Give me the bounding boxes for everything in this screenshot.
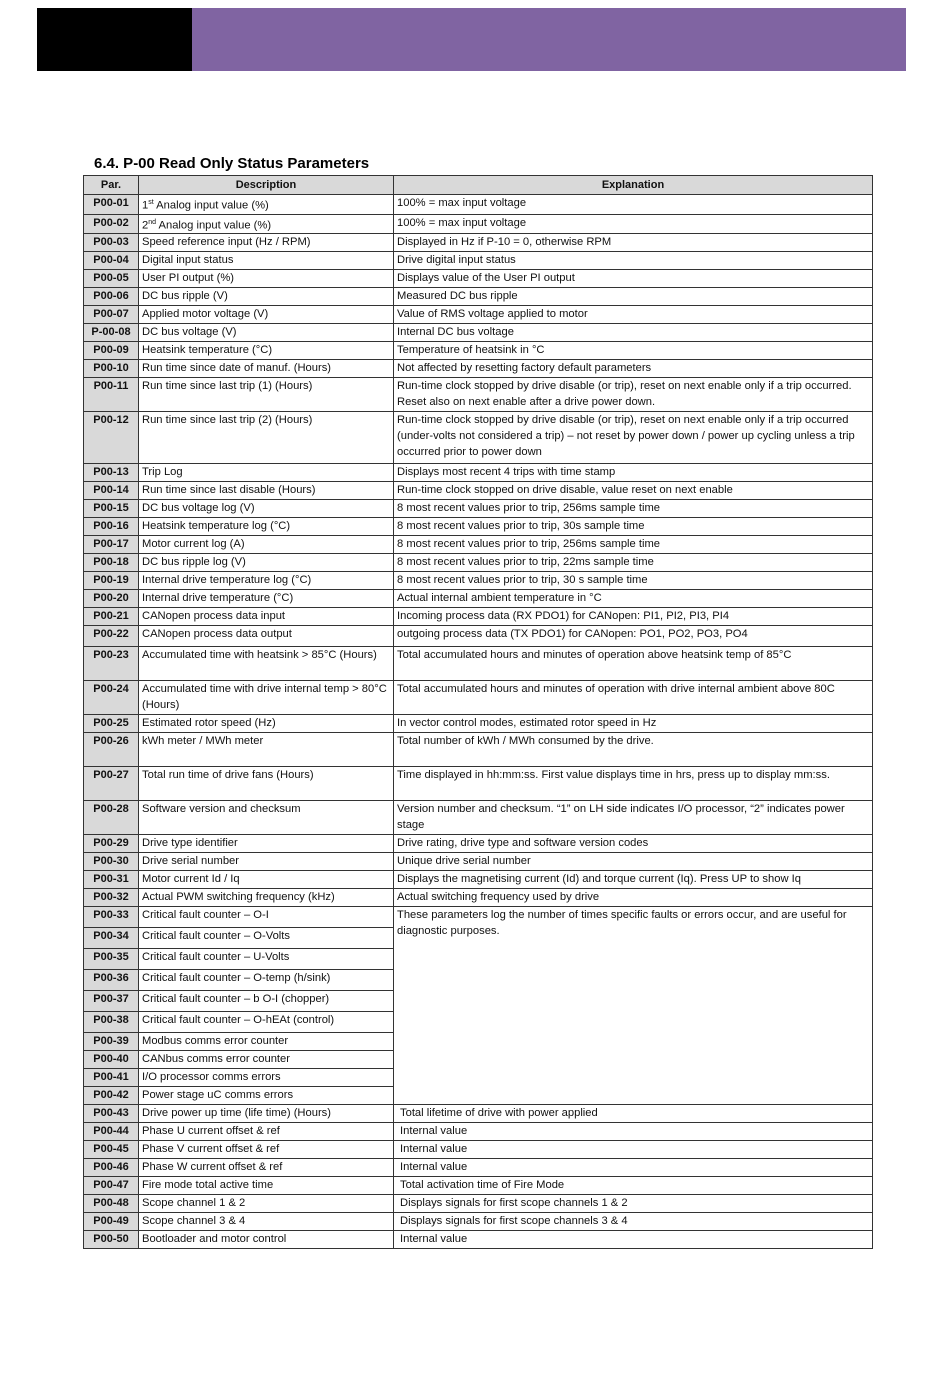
param-explanation: Run-time clock stopped on drive disable, value reset on next enable bbox=[394, 482, 873, 500]
param-explanation: These parameters log the number of times specific faults or errors occur, and are useful for diagnostic purposes. bbox=[394, 907, 873, 1105]
param-explanation: Internal value bbox=[394, 1141, 873, 1159]
table-row bbox=[84, 214, 873, 234]
param-explanation: Total number of kWh / MWh consumed by the drive. bbox=[394, 733, 873, 767]
param-description: Bootloader and motor control bbox=[139, 1231, 394, 1249]
table-row bbox=[84, 1159, 873, 1177]
param-explanation: Value of RMS voltage applied to motor bbox=[394, 306, 873, 324]
param-code: P00-04 bbox=[84, 252, 139, 270]
param-description: I/O processor comms errors bbox=[139, 1069, 394, 1087]
param-description: Scope channel 3 & 4 bbox=[139, 1213, 394, 1231]
param-description: DC bus voltage log (V) bbox=[139, 500, 394, 518]
param-code: P00-33 bbox=[84, 907, 139, 928]
param-explanation: 8 most recent values prior to trip, 256ms sample time bbox=[394, 500, 873, 518]
param-description: Internal drive temperature log (°C) bbox=[139, 572, 394, 590]
param-code: P00-27 bbox=[84, 767, 139, 801]
table-row bbox=[84, 500, 873, 518]
param-description: Critical fault counter – U-Volts bbox=[139, 949, 394, 970]
param-explanation: Internal value bbox=[394, 1231, 873, 1249]
param-code: P00-14 bbox=[84, 482, 139, 500]
param-explanation: 100% = max input voltage bbox=[394, 214, 873, 234]
param-description: Software version and checksum bbox=[139, 801, 394, 835]
param-explanation: 8 most recent values prior to trip, 30 s sample time bbox=[394, 572, 873, 590]
param-code: P00-19 bbox=[84, 572, 139, 590]
table-row bbox=[84, 767, 873, 801]
param-description: Drive type identifier bbox=[139, 835, 394, 853]
param-description: Critical fault counter – O-hEAt (control) bbox=[139, 1012, 394, 1033]
param-explanation: Drive rating, drive type and software version codes bbox=[394, 835, 873, 853]
param-code: P-00-08 bbox=[84, 324, 139, 342]
param-explanation: In vector control modes, estimated rotor speed in Hz bbox=[394, 715, 873, 733]
param-code: P00-20 bbox=[84, 590, 139, 608]
param-description: DC bus ripple (V) bbox=[139, 288, 394, 306]
param-code: P00-06 bbox=[84, 288, 139, 306]
table-row bbox=[84, 835, 873, 853]
param-code: P00-38 bbox=[84, 1012, 139, 1033]
param-code: P00-26 bbox=[84, 733, 139, 767]
param-description: CANopen process data input bbox=[139, 608, 394, 626]
param-explanation: Unique drive serial number bbox=[394, 853, 873, 871]
param-explanation: Incoming process data (RX PDO1) for CANopen: PI1, PI2, PI3, PI4 bbox=[394, 608, 873, 626]
param-description: Actual PWM switching frequency (kHz) bbox=[139, 889, 394, 907]
param-explanation: Run-time clock stopped by drive disable (or trip), reset on next enable only if a trip occurred (under-volts not considered a trip) – not reset by power down / power up cycling unless a trip occurred prior to power down bbox=[394, 412, 873, 464]
param-explanation: Displays the magnetising current (Id) and torque current (Iq). Press UP to show Iq bbox=[394, 871, 873, 889]
table-row bbox=[84, 306, 873, 324]
param-description: Digital input status bbox=[139, 252, 394, 270]
param-code: P00-17 bbox=[84, 536, 139, 554]
table-row bbox=[84, 554, 873, 572]
param-description: DC bus voltage (V) bbox=[139, 324, 394, 342]
param-code: P00-49 bbox=[84, 1213, 139, 1231]
param-explanation: Run-time clock stopped by drive disable (or trip), reset on next enable only if a trip occurred. Reset also on next enable after a drive power down. bbox=[394, 378, 873, 412]
table-row bbox=[84, 360, 873, 378]
param-description: kWh meter / MWh meter bbox=[139, 733, 394, 767]
param-code: P00-30 bbox=[84, 853, 139, 871]
description-ordinal-suffix: nd bbox=[148, 218, 157, 226]
param-description: Total run time of drive fans (Hours) bbox=[139, 767, 394, 801]
param-explanation: Internal value bbox=[394, 1123, 873, 1141]
table-row bbox=[84, 1231, 873, 1249]
param-explanation: Displays signals for first scope channels 3 & 4 bbox=[394, 1213, 873, 1231]
param-explanation: Total activation time of Fire Mode bbox=[394, 1177, 873, 1195]
table-row bbox=[84, 681, 873, 715]
header-description: Description bbox=[139, 176, 394, 195]
param-explanation: Temperature of heatsink in °C bbox=[394, 342, 873, 360]
param-description: Scope channel 1 & 2 bbox=[139, 1195, 394, 1213]
param-code: P00-46 bbox=[84, 1159, 139, 1177]
param-code: P00-48 bbox=[84, 1195, 139, 1213]
param-description: Estimated rotor speed (Hz) bbox=[139, 715, 394, 733]
param-explanation: 8 most recent values prior to trip, 22ms sample time bbox=[394, 554, 873, 572]
param-code: P00-02 bbox=[84, 214, 139, 234]
param-description: Modbus comms error counter bbox=[139, 1033, 394, 1051]
param-explanation: Total accumulated hours and minutes of operation above heatsink temp of 85°C bbox=[394, 647, 873, 681]
param-explanation: Version number and checksum. “1” on LH side indicates I/O processor, “2” indicates power stage bbox=[394, 801, 873, 835]
table-row bbox=[84, 324, 873, 342]
param-code: P00-44 bbox=[84, 1123, 139, 1141]
table-row bbox=[84, 270, 873, 288]
param-description: User PI output (%) bbox=[139, 270, 394, 288]
param-description: Internal drive temperature (°C) bbox=[139, 590, 394, 608]
param-description: Power stage uC comms errors bbox=[139, 1087, 394, 1105]
table-row bbox=[84, 482, 873, 500]
table-row bbox=[84, 464, 873, 482]
table-row bbox=[84, 288, 873, 306]
param-code: P00-31 bbox=[84, 871, 139, 889]
param-code: P00-12 bbox=[84, 412, 139, 464]
param-code: P00-50 bbox=[84, 1231, 139, 1249]
description-ordinal-suffix: st bbox=[148, 199, 154, 206]
table-header-row bbox=[84, 176, 873, 195]
param-code: P00-29 bbox=[84, 835, 139, 853]
table-row bbox=[84, 871, 873, 889]
param-description: Speed reference input (Hz / RPM) bbox=[139, 234, 394, 252]
param-description: Heatsink temperature log (°C) bbox=[139, 518, 394, 536]
param-description: Motor current log (A) bbox=[139, 536, 394, 554]
param-code: P00-21 bbox=[84, 608, 139, 626]
table-row bbox=[84, 1195, 873, 1213]
description-ordinal: 2 bbox=[142, 219, 149, 232]
param-code: P00-13 bbox=[84, 464, 139, 482]
param-code: P00-23 bbox=[84, 647, 139, 681]
table-row bbox=[84, 853, 873, 871]
header-par: Par. bbox=[84, 176, 139, 195]
param-code: P00-36 bbox=[84, 970, 139, 991]
param-code: P00-34 bbox=[84, 928, 139, 949]
param-explanation: Actual internal ambient temperature in °C bbox=[394, 590, 873, 608]
param-explanation: Drive digital input status bbox=[394, 252, 873, 270]
param-explanation: 100% = max input voltage bbox=[394, 195, 873, 215]
param-code: P00-43 bbox=[84, 1105, 139, 1123]
param-code: P00-07 bbox=[84, 306, 139, 324]
param-description bbox=[139, 195, 394, 215]
param-code: P00-10 bbox=[84, 360, 139, 378]
table-row bbox=[84, 572, 873, 590]
param-explanation: Total accumulated hours and minutes of operation with drive internal ambient above 80C bbox=[394, 681, 873, 715]
param-code: P00-16 bbox=[84, 518, 139, 536]
param-explanation: Actual switching frequency used by drive bbox=[394, 889, 873, 907]
param-description: CANopen process data output bbox=[139, 626, 394, 647]
param-description: Trip Log bbox=[139, 464, 394, 482]
header-explanation: Explanation bbox=[394, 176, 873, 195]
table-row bbox=[84, 889, 873, 907]
param-description: Phase U current offset & ref bbox=[139, 1123, 394, 1141]
param-explanation: outgoing process data (TX PDO1) for CANopen: PO1, PO2, PO3, PO4 bbox=[394, 626, 873, 647]
section-title: 6.4. P-00 Read Only Status Parameters bbox=[94, 155, 370, 172]
param-code: P00-28 bbox=[84, 801, 139, 835]
param-explanation: Measured DC bus ripple bbox=[394, 288, 873, 306]
param-code: P00-32 bbox=[84, 889, 139, 907]
header-black-block bbox=[37, 8, 192, 71]
param-description: CANbus comms error counter bbox=[139, 1051, 394, 1069]
param-description: Drive power up time (life time) (Hours) bbox=[139, 1105, 394, 1123]
table-row bbox=[84, 536, 873, 554]
param-code: P00-39 bbox=[84, 1033, 139, 1051]
param-code: P00-22 bbox=[84, 626, 139, 647]
table-row bbox=[84, 342, 873, 360]
table-row bbox=[84, 252, 873, 270]
table-row bbox=[84, 626, 873, 647]
param-explanation: Displays value of the User PI output bbox=[394, 270, 873, 288]
param-description: Run time since last disable (Hours) bbox=[139, 482, 394, 500]
param-description: Motor current Id / Iq bbox=[139, 871, 394, 889]
table-row bbox=[84, 647, 873, 681]
param-code: P00-45 bbox=[84, 1141, 139, 1159]
param-code: P00-03 bbox=[84, 234, 139, 252]
param-description bbox=[139, 214, 394, 234]
param-description: Critical fault counter – O-Volts bbox=[139, 928, 394, 949]
table-row bbox=[84, 801, 873, 835]
param-code: P00-41 bbox=[84, 1069, 139, 1087]
param-description: Accumulated time with heatsink > 85°C (Hours) bbox=[139, 647, 394, 681]
param-code: P00-24 bbox=[84, 681, 139, 715]
param-description: DC bus ripple log (V) bbox=[139, 554, 394, 572]
table-row bbox=[84, 733, 873, 767]
description-ordinal: 1 bbox=[142, 199, 149, 212]
table-row bbox=[84, 608, 873, 626]
table-row bbox=[84, 1105, 873, 1123]
param-code: P00-37 bbox=[84, 991, 139, 1012]
param-description: Fire mode total active time bbox=[139, 1177, 394, 1195]
param-explanation: Displayed in Hz if P-10 = 0, otherwise RPM bbox=[394, 234, 873, 252]
table-row bbox=[84, 1177, 873, 1195]
table-row bbox=[84, 412, 873, 464]
param-description: Phase W current offset & ref bbox=[139, 1159, 394, 1177]
table-row bbox=[84, 590, 873, 608]
description-text: Analog input value (%) bbox=[156, 219, 272, 232]
param-code: P00-01 bbox=[84, 195, 139, 215]
param-description: Critical fault counter – O-temp (h/sink) bbox=[139, 970, 394, 991]
table-row bbox=[84, 234, 873, 252]
table-row bbox=[84, 907, 873, 928]
param-description: Heatsink temperature (°C) bbox=[139, 342, 394, 360]
param-code: P00-42 bbox=[84, 1087, 139, 1105]
param-description: Critical fault counter – b O-I (chopper) bbox=[139, 991, 394, 1012]
param-code: P00-09 bbox=[84, 342, 139, 360]
description-text: Analog input value (%) bbox=[153, 199, 269, 212]
param-description: Accumulated time with drive internal temp > 80°C (Hours) bbox=[139, 681, 394, 715]
table-row bbox=[84, 1141, 873, 1159]
param-code: P00-18 bbox=[84, 554, 139, 572]
param-explanation: 8 most recent values prior to trip, 256ms sample time bbox=[394, 536, 873, 554]
param-explanation: Displays most recent 4 trips with time stamp bbox=[394, 464, 873, 482]
table-row bbox=[84, 195, 873, 215]
param-code: P00-05 bbox=[84, 270, 139, 288]
table-body bbox=[84, 195, 873, 1249]
param-description: Drive serial number bbox=[139, 853, 394, 871]
param-description: Phase V current offset & ref bbox=[139, 1141, 394, 1159]
param-explanation: Displays signals for first scope channels 1 & 2 bbox=[394, 1195, 873, 1213]
header-purple-banner bbox=[192, 8, 906, 71]
parameters-table bbox=[83, 175, 873, 1249]
param-explanation: Internal value bbox=[394, 1159, 873, 1177]
param-description: Run time since date of manuf. (Hours) bbox=[139, 360, 394, 378]
table-row bbox=[84, 1123, 873, 1141]
param-description: Critical fault counter – O-I bbox=[139, 907, 394, 928]
param-code: P00-40 bbox=[84, 1051, 139, 1069]
param-description: Run time since last trip (1) (Hours) bbox=[139, 378, 394, 412]
param-code: P00-35 bbox=[84, 949, 139, 970]
param-explanation: Time displayed in hh:mm:ss. First value displays time in hrs, press up to display mm:ss. bbox=[394, 767, 873, 801]
table-row bbox=[84, 1213, 873, 1231]
param-code: P00-25 bbox=[84, 715, 139, 733]
param-code: P00-11 bbox=[84, 378, 139, 412]
table-row bbox=[84, 378, 873, 412]
param-code: P00-15 bbox=[84, 500, 139, 518]
table-row bbox=[84, 715, 873, 733]
param-description: Applied motor voltage (V) bbox=[139, 306, 394, 324]
param-explanation: 8 most recent values prior to trip, 30s sample time bbox=[394, 518, 873, 536]
param-explanation: Total lifetime of drive with power applied bbox=[394, 1105, 873, 1123]
table-row bbox=[84, 518, 873, 536]
param-description: Run time since last trip (2) (Hours) bbox=[139, 412, 394, 464]
param-explanation: Internal DC bus voltage bbox=[394, 324, 873, 342]
param-explanation: Not affected by resetting factory default parameters bbox=[394, 360, 873, 378]
param-code: P00-47 bbox=[84, 1177, 139, 1195]
